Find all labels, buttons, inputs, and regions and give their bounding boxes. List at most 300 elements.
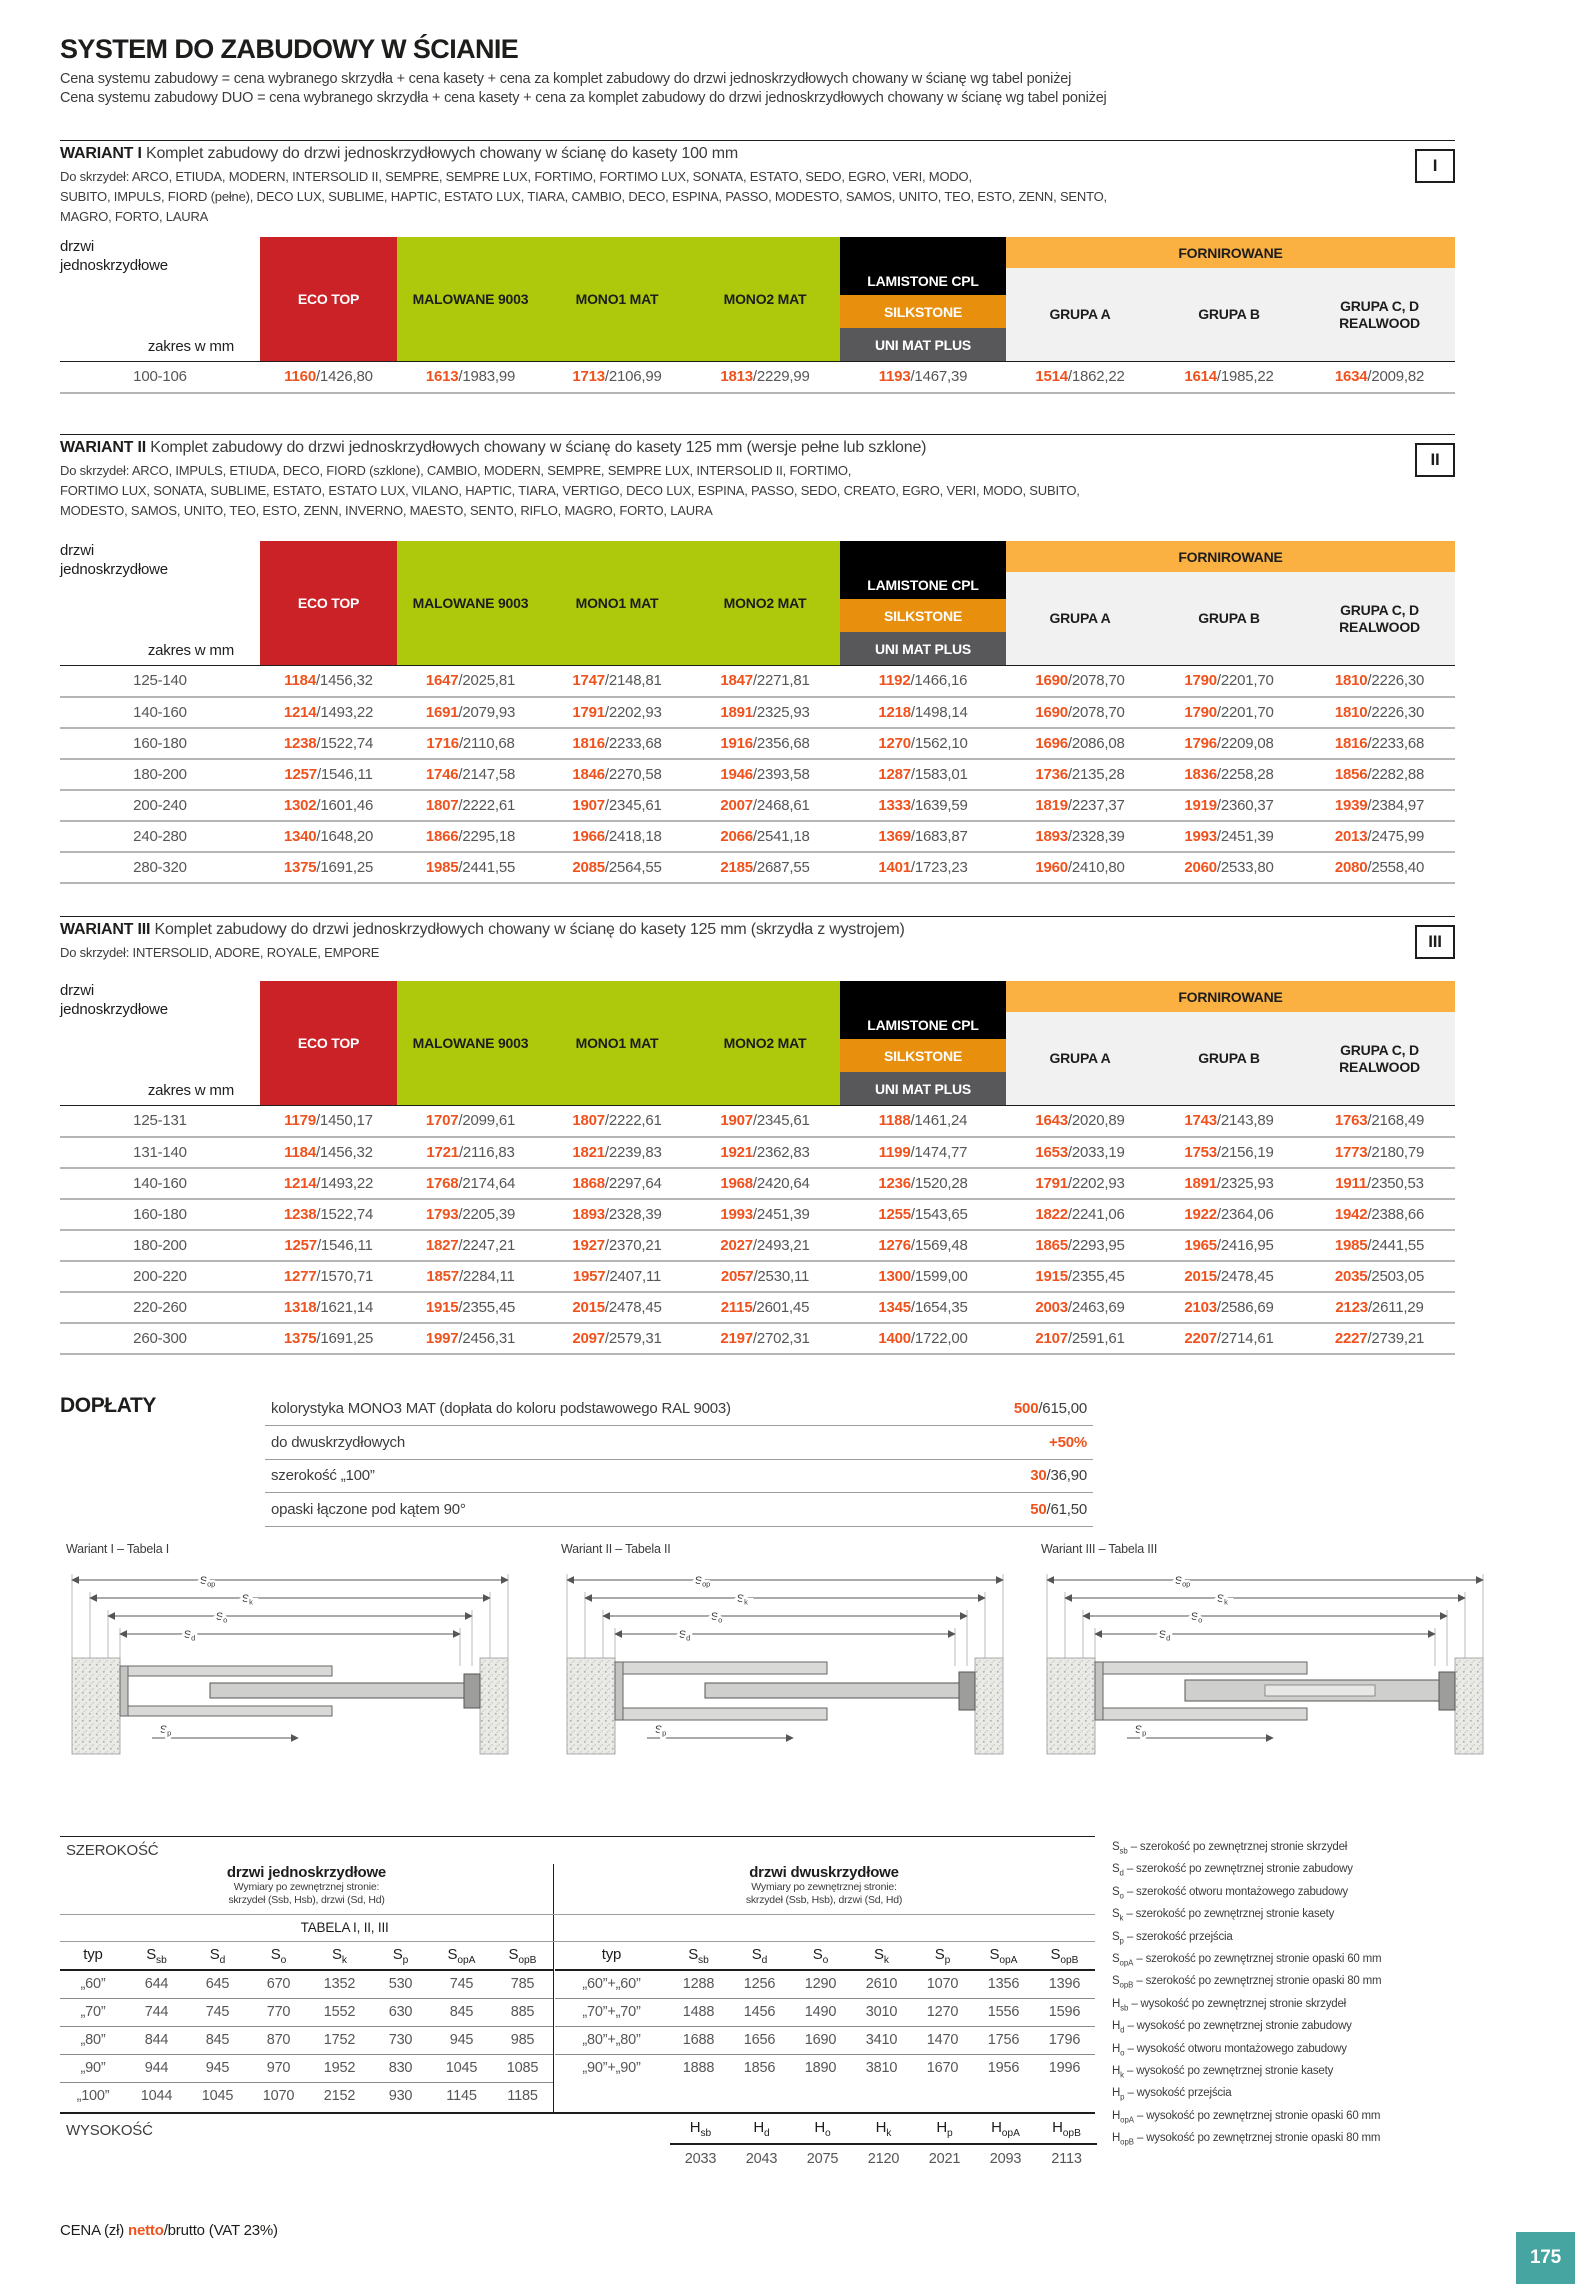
price-cell: 1255/1543,65 (878, 1205, 968, 1223)
dim-label-sd: $S_d$ (184, 1629, 196, 1643)
price-cell: 1270/1562,10 (878, 734, 968, 752)
price-row (60, 1230, 1455, 1261)
price-cell: 1891/2325,93 (720, 703, 810, 721)
price-cell: 1827/2247,21 (425, 1236, 516, 1254)
wall-left (1047, 1658, 1095, 1754)
door-label-1: drzwi (60, 238, 95, 255)
price-cell: 1866/2295,18 (425, 827, 516, 845)
typ-cell: „80” (80, 2032, 106, 2048)
doors-line: SUBITO, IMPULS, FIORD (pełne), DECO LUX, SUBLIME, HAPTIC, ESTATO LUX, TIARA, CAMBIO, DECO, ESPINA, PASSO, MODESTO, SAMOS, UNITO, TEO, ESTO, ZENN, SENTO, (60, 189, 1107, 204)
grupa-cd-line1: GRUPA C, D (1340, 1041, 1419, 1058)
diagram-2-caption: Wariant II – Tabela II (561, 1542, 671, 1556)
legend-item: $H_p$ – wysokość przejścia (1112, 2087, 1232, 2102)
grupa-cd-line2: REALWOOD (1339, 314, 1420, 331)
price-cell: 1369/1683,87 (878, 827, 968, 845)
label-column-header (60, 237, 260, 362)
price-cell: 1647/2025,81 (425, 672, 516, 690)
variant-3-badge: III (1415, 925, 1455, 959)
price-cell: 1822/2241,06 (1035, 1205, 1125, 1223)
range-cell: 160-180 (133, 1205, 187, 1223)
price-cell: 2066/2541,18 (720, 827, 810, 845)
col-grupa-b: GRUPA B (1154, 572, 1304, 666)
price-cell: 1763/2168,49 (1334, 1112, 1425, 1130)
diagram-variant-2 (555, 1558, 1015, 1816)
doplaty-value: 50/61,50 (1030, 1500, 1087, 1518)
price-cell: 1236/1520,28 (878, 1174, 968, 1192)
size-col-header: $S_o$ (270, 1945, 287, 1966)
price-cell: 1192/1466,16 (878, 672, 968, 690)
size-col-header: $S_k$ (332, 1945, 347, 1966)
price-row (60, 852, 1455, 883)
wall-right (480, 1658, 508, 1754)
price-cell: 1836/2258,28 (1184, 765, 1274, 783)
section-variant-2 (60, 434, 1455, 883)
variant-3-heading (60, 917, 1455, 939)
price-cell: 1400/1722,00 (878, 1329, 968, 1347)
size-cell: 985 (510, 2032, 535, 2048)
size-cell: 644 (144, 1976, 169, 1993)
price-cell: 1287/1583,01 (878, 765, 968, 783)
size-col-header: $S_{opB}$ (508, 1945, 537, 1966)
size-tables-wrap (60, 1942, 1095, 2114)
col-lamistone-stack (840, 237, 1006, 362)
doors-line: Do skrzydeł: ARCO, ETIUDA, MODERN, INTERSOLID II, SEMPRE, SEMPRE LUX, FORTIMO, FORTIMO LUX, SONATA, ESTATO, SEDO, EGRO, VERI, MODO, (60, 169, 972, 184)
size-cell: 1456 (743, 2004, 776, 2020)
price-cell: 1214/1493,22 (283, 703, 374, 721)
tabela-label: TABELA I, II, III (300, 1920, 389, 1935)
size-cell: 1470 (926, 2032, 959, 2048)
price-cell: 2035/2503,05 (1334, 1267, 1425, 1285)
price-cell: 1300/1599,00 (878, 1267, 968, 1285)
height-col-header: $H_d$ (753, 2118, 770, 2139)
price-cell: 1813/2229,99 (720, 368, 810, 386)
range-cell: 140-160 (133, 703, 187, 721)
legend-item: $H_{opB}$ – wysokość po zewnętrznej stronie opaski 80 mm (1112, 2132, 1381, 2147)
col-silkstone: SILKSTONE (840, 599, 1006, 632)
door-label-2: jednoskrzydłowe (60, 561, 168, 578)
price-cell: 1939/2384,97 (1334, 796, 1425, 814)
variant-1-title: WARIANT I (60, 145, 142, 162)
size-cell: 1752 (323, 2032, 356, 2048)
price-cell: 1690/2078,70 (1035, 672, 1125, 690)
size-row (60, 2026, 553, 2054)
price-cell: 2123/2611,29 (1335, 1298, 1424, 1316)
col-grupa-a: GRUPA A (1006, 1012, 1154, 1106)
price-cell: 1907/2345,61 (720, 1112, 810, 1130)
doplaty-value: +50% (1049, 1433, 1087, 1451)
size-cell: 1290 (804, 1976, 837, 1993)
price-cell: 1790/2201,70 (1184, 672, 1274, 690)
size-cell: 3410 (865, 2032, 898, 2048)
heights-header (670, 2114, 1097, 2144)
size-cell: 1956 (987, 2060, 1020, 2077)
range-cell: 125-140 (133, 672, 187, 690)
price-cell: 2207/2714,61 (1184, 1329, 1274, 1347)
price-cell: 1613/1983,99 (425, 368, 516, 386)
range-cell: 200-220 (133, 1267, 187, 1285)
price-cell: 1816/2233,68 (572, 734, 662, 752)
group-single-sub1: Wymiary po zewnętrznej stronie: (233, 1881, 380, 1893)
label-column-header (60, 981, 260, 1106)
doplaty-value: 30/36,90 (1030, 1467, 1087, 1485)
cassette-rail-bottom (1095, 1708, 1307, 1720)
size-cell: 645 (205, 1976, 230, 1993)
typ-cell: „70”+„70” (582, 2004, 641, 2020)
price-cell: 1790/2201,70 (1184, 703, 1274, 721)
page-title: SYSTEM DO ZABUDOWY W ŚCIANIE (60, 34, 519, 64)
col-lamistone: LAMISTONE CPL (840, 981, 1006, 1039)
doplaty-label: szerokość „100” (271, 1467, 375, 1485)
price-cell: 1302/1601,46 (283, 796, 374, 814)
col-grupa-a: GRUPA A (1006, 268, 1154, 362)
range-label: zakres w mm (147, 338, 234, 355)
dimension-legend (1112, 1838, 1522, 2151)
dim-label-sp: $S_p$ (1135, 1724, 1147, 1738)
jamb-profile (1439, 1672, 1455, 1710)
wall-right (1455, 1658, 1483, 1754)
variant-3-desc: Komplet zabudowy do drzwi jednoskrzydłowych chowany w ścianę do kasety 125 mm (skrzydła z wystrojem) (154, 921, 905, 938)
col-uni-mat: UNI MAT PLUS (840, 632, 1006, 665)
height-col-header: $H_p$ (936, 2118, 953, 2139)
price-cell: 1736/2135,28 (1035, 765, 1125, 783)
intro-line-2: Cena systemu zabudowy DUO = cena wybranego skrzydła + cena kasety + cena za komplet zabudowy do drzwi jednoskrzydłowych chowany w ścianę wg tabel poniżej (60, 90, 1107, 106)
col-mono2: MONO2 MAT (690, 237, 840, 362)
size-cell: 1070 (926, 1976, 959, 1993)
size-cell: 1756 (987, 2032, 1020, 2048)
size-cell: 1656 (743, 2032, 776, 2048)
size-cell: 1145 (446, 2088, 477, 2105)
price-note (60, 2222, 278, 2239)
range-cell: 180-200 (133, 1236, 187, 1254)
price-cell: 1643/2020,89 (1035, 1112, 1125, 1130)
variant-1-desc: Komplet zabudowy do drzwi jednoskrzydłowych chowany w ścianę do kasety 100 mm (146, 145, 738, 162)
price-cell: 1160/1426,80 (284, 368, 373, 386)
typ-cell: „60” (80, 1976, 106, 1993)
price-cell: 2115/2601,45 (720, 1298, 810, 1316)
size-cell: 945 (205, 2060, 230, 2076)
price-cell: 1791/2202,93 (572, 703, 662, 721)
dim-label-sop: $S_{op}$ (200, 1575, 216, 1589)
typ-cell: „90”+„90” (582, 2060, 641, 2077)
size-cell: 845 (205, 2032, 230, 2048)
col-fornirowane: FORNIROWANE (1006, 541, 1455, 572)
col-mono1: MONO1 MAT (544, 237, 690, 362)
legend-item: $H_d$ – wysokość po zewnętrznej stronie zabudowy (1112, 2020, 1352, 2035)
dim-label-sk: $S_k$ (1217, 1593, 1228, 1607)
height-col-header: $H_o$ (814, 2118, 831, 2139)
size-cell: 1396 (1048, 1976, 1081, 1993)
price-row (60, 1261, 1455, 1292)
price-cell: 1614/1985,22 (1184, 368, 1274, 386)
range-cell: 240-280 (133, 827, 187, 845)
col-silkstone: SILKSTONE (840, 1039, 1006, 1072)
range-cell: 100-106 (133, 368, 187, 386)
range-cell: 200-240 (133, 796, 187, 814)
price-cell: 1819/2237,37 (1035, 796, 1125, 814)
price-note-rest: /brutto (VAT 23%) (163, 2222, 278, 2239)
door-label-1: drzwi (60, 982, 95, 999)
price-cell: 1340/1648,20 (283, 827, 374, 845)
dim-label-sp: $S_p$ (655, 1724, 667, 1738)
price-row (60, 1137, 1455, 1168)
size-cell: 970 (266, 2060, 291, 2076)
price-cell: 1810/2226,30 (1334, 672, 1425, 690)
price-cell: 1218/1498,14 (878, 703, 968, 721)
group-double-title: drzwi dwuskrzydłowe (749, 1864, 899, 1881)
door-slab (210, 1683, 478, 1698)
height-col-header: $H_k$ (875, 2118, 892, 2139)
price-cell: 1791/2202,93 (1035, 1174, 1125, 1192)
size-cell: 845 (449, 2004, 474, 2020)
price-row (60, 666, 1455, 697)
variant-3-price-table (60, 981, 1455, 1355)
cassette-cap (615, 1662, 623, 1720)
price-cell: 1810/2226,30 (1334, 703, 1425, 721)
size-cell: 1352 (323, 1976, 356, 1993)
group-double-sub2: skrzydeł (Ssb, Hsb), drzwi (Sd, Hd) (745, 1893, 903, 1906)
cassette-cap (120, 1666, 128, 1716)
size-cell: 2610 (865, 1976, 898, 1993)
size-cell: 1045 (445, 2060, 478, 2076)
price-row (60, 1323, 1455, 1354)
legend-item: $S_{opB}$ – szerokość po zewnętrznej stronie opaski 80 mm (1112, 1975, 1382, 1990)
section-variant-3 (60, 916, 1455, 1355)
price-cell: 1865/2293,95 (1035, 1236, 1125, 1254)
size-cell: 1044 (140, 2088, 173, 2105)
range-cell: 131-140 (133, 1143, 187, 1161)
range-cell: 140-160 (133, 1174, 187, 1192)
size-row (555, 2026, 1095, 2054)
doplaty-table (265, 1392, 1093, 1527)
col-lamistone-stack (840, 981, 1006, 1106)
price-cell: 1847/2271,81 (720, 672, 810, 690)
size-cell: 1856 (743, 2060, 776, 2077)
price-cell: 1907/2345,61 (572, 796, 662, 814)
price-cell: 1318/1621,14 (283, 1298, 374, 1316)
jamb-profile (464, 1674, 480, 1708)
variant-1-price-table (60, 237, 1455, 394)
price-row (60, 1106, 1455, 1137)
group-single-sub2: skrzydeł (Ssb, Hsb), drzwi (Sd, Hd) (228, 1893, 385, 1906)
price-cell: 1957/2407,11 (572, 1267, 662, 1285)
legend-item: $S_{sb}$ – szerokość po zewnętrznej stronie skrzydeł (1112, 1841, 1348, 1856)
price-cell: 2013/2475,99 (1334, 827, 1425, 845)
price-cell: 1985/2441,55 (425, 858, 516, 876)
legend-item: $S_k$ – szerokość po zewnętrznej stronie kasety (1112, 1908, 1335, 1923)
size-cell: 670 (266, 1976, 291, 1993)
price-cell: 1753/2156,19 (1184, 1143, 1274, 1161)
col-grupa-b: GRUPA B (1154, 268, 1304, 362)
col-fornirowane: FORNIROWANE (1006, 237, 1455, 268)
size-cell: 745 (205, 2004, 230, 2020)
price-cell: 1696/2086,08 (1035, 734, 1125, 752)
intro-text (60, 70, 1107, 108)
cassette-rail-top (615, 1662, 827, 1674)
group-double-doors (553, 1864, 1095, 1906)
size-cell: 1356 (987, 1976, 1020, 1993)
range-cell: 180-200 (133, 765, 187, 783)
size-cell: 1256 (743, 1976, 776, 1993)
legend-item: $H_{sb}$ – wysokość po zewnętrznej stronie skrzydeł (1112, 1997, 1347, 2013)
price-cell: 1985/2441,55 (1334, 1236, 1425, 1254)
door-slab-panel (1265, 1685, 1375, 1696)
range-cell: 125-131 (133, 1112, 187, 1130)
col-mono2: MONO2 MAT (690, 981, 840, 1106)
grupa-cd-line2: REALWOOD (1339, 618, 1420, 635)
legend-item: $S_d$ – szerokość po zewnętrznej stronie zabudowy (1112, 1863, 1353, 1878)
price-cell: 2007/2468,61 (720, 796, 810, 814)
size-cell: 1288 (682, 1976, 715, 1993)
price-cell: 1856/2282,88 (1334, 765, 1425, 783)
price-row (60, 790, 1455, 821)
cassette-cap (1095, 1662, 1103, 1720)
price-cell: 1997/2456,31 (425, 1329, 516, 1347)
price-cell: 1966/2418,18 (572, 827, 662, 845)
price-note-netto: netto (128, 2222, 164, 2239)
cassette-rail-top (1095, 1662, 1307, 1674)
price-cell: 1188/1461,24 (878, 1112, 968, 1130)
size-cell: 1688 (682, 2032, 715, 2048)
price-cell: 1915/2355,45 (425, 1298, 516, 1316)
height-value: 2043 (745, 2150, 778, 2167)
variant-2-rows (60, 666, 1455, 883)
sizes-top-rule (60, 1836, 1095, 1837)
doplaty-row (265, 1426, 1093, 1460)
doplaty-row (265, 1493, 1093, 1527)
page-number: 175 (1516, 2232, 1575, 2284)
size-col-header: $S_d$ (751, 1945, 768, 1966)
size-cell: 885 (510, 2004, 535, 2020)
size-row (555, 1998, 1095, 2026)
range-label: zakres w mm (147, 1082, 234, 1099)
price-cell: 1716/2110,68 (426, 734, 515, 752)
door-label-1: drzwi (60, 542, 95, 559)
door-slab (705, 1683, 973, 1698)
doplaty-title: DOPŁATY (60, 1394, 156, 1417)
dim-label-sk: $S_k$ (242, 1593, 253, 1607)
typ-cell: „100” (76, 2088, 110, 2105)
cassette-rail-bottom (120, 1706, 332, 1716)
range-cell: 160-180 (133, 734, 187, 752)
wysokosc-label: WYSOKOŚĆ (66, 2122, 153, 2139)
range-cell: 220-260 (133, 1298, 187, 1316)
col-grupa-cd (1304, 268, 1455, 362)
col-malowane: MALOWANE 9003 (397, 541, 544, 666)
size-col-header: typ (601, 1945, 622, 1963)
dim-label-sop: $S_{op}$ (1175, 1575, 1191, 1589)
variant-1-doors-list (60, 167, 1455, 227)
variant-2-price-table (60, 541, 1455, 884)
size-cell: 1488 (682, 2004, 715, 2020)
height-col-header: $H_{opB}$ (1052, 2118, 1081, 2139)
size-cell: 1996 (1048, 2060, 1081, 2077)
dim-label-so: $S_o$ (711, 1611, 723, 1625)
size-col-header: typ (83, 1945, 103, 1963)
height-value: 2113 (1051, 2150, 1082, 2167)
price-cell: 1743/2143,89 (1184, 1112, 1274, 1130)
price-cell: 1184/1456,32 (284, 672, 373, 690)
size-col-header: $S_d$ (209, 1945, 226, 1966)
price-cell: 1257/1546,11 (284, 1236, 373, 1254)
doplaty-label: do dwuskrzydłowych (271, 1433, 405, 1451)
price-row (60, 759, 1455, 790)
price-cell: 1993/2451,39 (720, 1205, 810, 1223)
price-cell: 1214/1493,22 (283, 1174, 374, 1192)
height-col-header: $H_{opA}$ (991, 2118, 1020, 2139)
size-cell: 530 (388, 1976, 413, 1993)
price-cell: 1921/2362,83 (720, 1143, 810, 1161)
price-row (60, 728, 1455, 759)
wall-right (975, 1658, 1003, 1754)
size-col-header: $S_k$ (874, 1945, 889, 1966)
col-grupa-cd (1304, 1012, 1455, 1106)
heights-table (670, 2114, 1097, 2172)
col-mono1: MONO1 MAT (544, 981, 690, 1106)
wall-left (72, 1658, 120, 1754)
dim-label-so: $S_o$ (1191, 1611, 1203, 1625)
heights-values (670, 2144, 1097, 2172)
size-cell: 745 (449, 1976, 474, 1993)
size-col-header: $S_{opB}$ (1050, 1945, 1079, 1966)
size-cell: 945 (449, 2032, 474, 2048)
legend-item: $S_{opA}$ – szerokość po zewnętrznej stronie opaski 60 mm (1112, 1952, 1382, 1968)
price-cell: 1401/1723,23 (878, 858, 968, 876)
typ-cell: „80”+„80” (582, 2032, 641, 2048)
size-cell: 1085 (506, 2060, 539, 2076)
legend-item: $S_o$ – szerokość otworu montażowego zabudowy (1112, 1885, 1348, 1901)
size-col-header: $S_o$ (812, 1945, 829, 1966)
price-cell: 1968/2420,64 (720, 1174, 810, 1192)
height-value: 2033 (684, 2150, 717, 2167)
legend-item: $S_p$ – szerokość przejścia (1112, 1930, 1233, 1945)
typ-cell: „90” (80, 2060, 106, 2076)
legend-item: $H_k$ – wysokość po zewnętrznej stronie kasety (1112, 2064, 1334, 2080)
size-cell: 3010 (865, 2004, 898, 2020)
size-cell: 1596 (1048, 2004, 1081, 2020)
price-cell: 1721/2116,83 (426, 1143, 515, 1161)
col-mono2: MONO2 MAT (690, 541, 840, 666)
diagram-variant-1 (60, 1558, 520, 1816)
price-cell: 2015/2478,45 (1184, 1267, 1274, 1285)
group-double-sub1: Wymiary po zewnętrznej stronie: (751, 1881, 897, 1893)
price-cell: 1960/2410,80 (1035, 858, 1125, 876)
price-cell: 1768/2174,64 (425, 1174, 516, 1192)
price-cell: 1911/2350,53 (1335, 1174, 1424, 1192)
size-cell: 1185 (507, 2088, 538, 2105)
price-row (60, 362, 1455, 393)
price-cell: 1857/2284,11 (426, 1267, 515, 1285)
grupa-cd-line1: GRUPA C, D (1340, 601, 1419, 618)
price-row (60, 1199, 1455, 1230)
size-cell: 630 (388, 2004, 413, 2020)
col-lamistone-stack (840, 541, 1006, 666)
variant-2-doors-list (60, 461, 1455, 521)
size-row (60, 1998, 553, 2026)
col-eco-top: ECO TOP (260, 541, 397, 666)
size-col-header: $S_p$ (392, 1945, 409, 1966)
size-cell: 870 (266, 2032, 291, 2048)
size-cell: 744 (144, 2004, 169, 2020)
price-cell: 1942/2388,66 (1334, 1205, 1425, 1223)
height-value: 2120 (867, 2150, 900, 2167)
grupa-cd-line1: GRUPA C, D (1340, 297, 1419, 314)
price-cell: 2085/2564,55 (572, 858, 662, 876)
col-eco-top: ECO TOP (260, 237, 397, 362)
price-cell: 1807/2222,61 (425, 796, 516, 814)
cassette-rail-top (120, 1666, 332, 1676)
variant-1-badge: I (1415, 149, 1455, 183)
price-cell: 1796/2209,08 (1184, 734, 1274, 752)
